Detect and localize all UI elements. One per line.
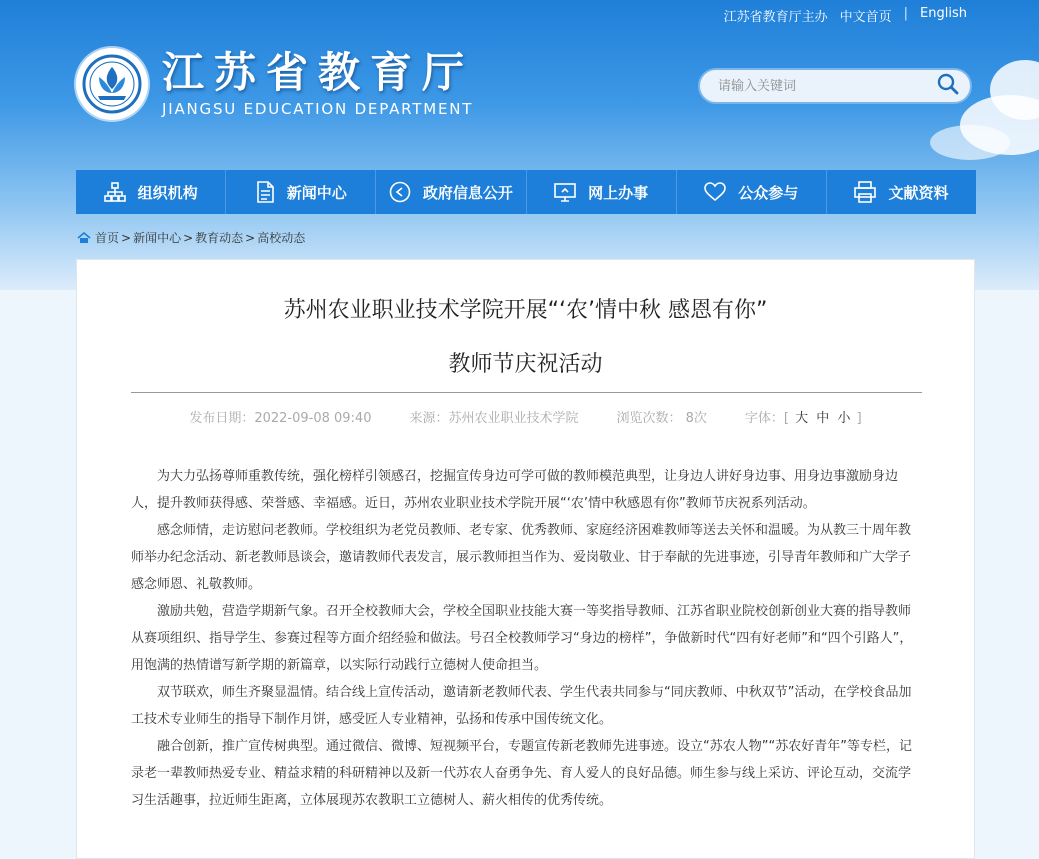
article-paragraph: 为大力弘扬尊师重教传统，强化榜样引领感召，挖掘宣传身边可学可做的教师模范典型，让身边人讲好身边事、用身边事激励身边人，提升教师获得感、荣誉感、幸福感。近日，苏州农业职业技术学院开展“‘农’情中秋感恩有你”教师节庆祝系列活动。 (131, 469, 899, 511)
breadcrumb-home[interactable]: 首页 (95, 231, 120, 245)
emblem-icon (76, 48, 148, 120)
breadcrumb-separator: > (121, 230, 132, 245)
nav-label: 组织机构 (137, 183, 198, 202)
top-links (724, 6, 967, 25)
nav-label: 网上办事 (588, 183, 649, 202)
font-size-switcher (745, 407, 862, 426)
title-line-1: 苏州农业职业技术学院开展“‘农’情中秋 感恩有你” (283, 298, 768, 323)
search-icon[interactable] (936, 72, 960, 100)
article-body (131, 463, 914, 814)
breadcrumb (77, 229, 305, 246)
nav-item-online-services[interactable] (527, 170, 677, 214)
breadcrumb-university-news[interactable]: 高校动态 (257, 231, 306, 245)
logo-chinese-name: 江苏省教育厅 (162, 48, 475, 97)
main-nav (76, 170, 976, 214)
nav-label: 政府信息公开 (422, 183, 513, 202)
article-paragraph: 融合创新，推广宣传树典型。通过微信、微博、短视频平台，专题宣传新老教师先进事迹。设立“苏农人物”“苏农好青年”等专栏，记录老一辈教师热爱专业、精益求精的科研精神以及新一代苏农人奋勇争先、育人爱人的良好品德。师生参与线上采访、评论互动，交流学习生活趣事，拉近师生距离，立体展现苏农教职工立德树人、薪火相传的优秀传统。 (131, 739, 912, 808)
view-count: 浏览次数： 8次 (616, 411, 707, 426)
nav-item-documents[interactable] (827, 170, 976, 214)
document-icon (255, 181, 275, 203)
home-icon (77, 232, 91, 244)
breadcrumb-education-news[interactable]: 教育动态 (195, 231, 244, 245)
font-medium-button[interactable]: 中 (816, 411, 830, 426)
article-paragraph: 激励共勉，营造学期新气象。召开全校教师大会，学校全国职业技能大赛一等奖指导教师、江苏省职业院校创新创业大赛的指导教师从赛项组织、指导学生、参赛过程等方面介绍经验和做法。号召全校教师学习“身边的榜样”，争做新时代“四有好老师”和“四个引路人”，用饱满的热情谱写新学期的新篇章，以实际行动践行立德树人使命担当。 (131, 604, 913, 673)
link-separator: | (903, 6, 909, 21)
cloud-decoration (930, 125, 1010, 160)
article-title (77, 284, 974, 392)
announcement-icon (389, 181, 411, 203)
header-banner (0, 0, 1039, 290)
font-size-label: 字体：[ (744, 411, 789, 426)
printer-icon (854, 181, 876, 203)
font-size-close: ] (856, 411, 862, 426)
nav-item-public-participation[interactable] (677, 170, 827, 214)
article-paragraph: 双节联欢，师生齐聚显温情。结合线上宣传活动，邀请新老教师代表、学生代表共同参与“同庆教师、中秋双节”活动，在学校食品加工技术专业师生的指导下制作月饼，感受匠人专业精神，弘扬和传承中国传统文化。 (131, 685, 912, 727)
chinese-home-link[interactable]: 中文首页 (839, 10, 892, 25)
article-paragraph: 感念师情，走访慰问老教师。学校组织为老党员教师、老专家、优秀教师、家庭经济困难教师等送去关怀和温暖。为从教三十周年教师举办纪念活动、新老教师恳谈会，邀请教师代表发言，展示教师担当作为、爱岗敬业、甘于奉献的先进事迹，引导青年教师和广大学子感念师恩、礼敬教师。 (131, 523, 912, 592)
breadcrumb-separator: > (183, 230, 194, 245)
font-small-button[interactable]: 小 (837, 411, 851, 426)
monitor-icon (554, 181, 576, 203)
org-chart-icon (104, 181, 126, 203)
heart-icon (704, 181, 726, 203)
article-source: 来源：苏州农业职业技术学院 (409, 411, 579, 426)
article-meta (77, 407, 974, 426)
nav-label: 公众参与 (738, 183, 799, 202)
title-divider (131, 392, 922, 393)
logo-english-name: JIANGSU EDUCATION DEPARTMENT (162, 100, 474, 118)
host-label: 江苏省教育厅主办 (723, 10, 828, 25)
nav-item-news[interactable] (226, 170, 376, 214)
title-line-2: 教师节庆祝活动 (448, 352, 603, 377)
nav-label: 新闻中心 (286, 183, 347, 202)
nav-item-gov-info[interactable] (376, 170, 526, 214)
breadcrumb-separator: > (245, 230, 256, 245)
article-panel (76, 259, 975, 859)
search-box (698, 68, 972, 104)
nav-label: 文献资料 (888, 183, 949, 202)
publish-date: 发布日期：2022-09-08 09:40 (189, 411, 372, 426)
search-input[interactable] (716, 78, 930, 95)
site-logo[interactable] (76, 48, 474, 120)
font-large-button[interactable]: 大 (795, 411, 809, 426)
breadcrumb-news[interactable]: 新闻中心 (133, 231, 182, 245)
english-link[interactable]: English (920, 6, 967, 21)
nav-item-organization[interactable] (76, 170, 226, 214)
